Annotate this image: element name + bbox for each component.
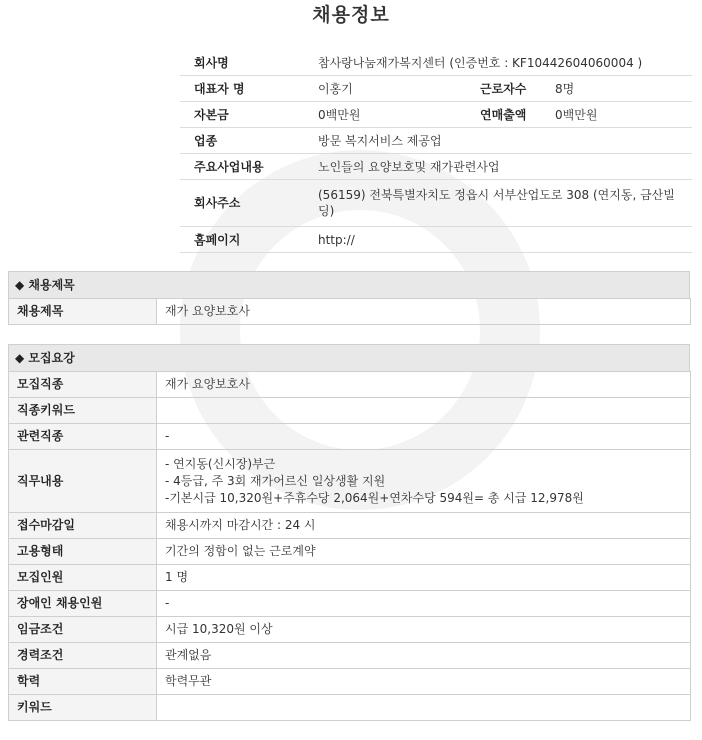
homepage-row bbox=[180, 227, 692, 253]
table-row bbox=[9, 424, 691, 450]
duties-label: 직무내용 bbox=[9, 450, 157, 513]
recruit-title-label: 채용제목 bbox=[9, 299, 157, 325]
education-label: 학력 bbox=[9, 669, 157, 695]
ceo-label: 대표자 명 bbox=[180, 76, 304, 102]
disabled-hiring-label: 장애인 채용인원 bbox=[9, 591, 157, 617]
job-type-value: 재가 요양보호사 bbox=[157, 372, 691, 398]
requirements-heading: ◆ 모집요강 bbox=[8, 344, 690, 371]
address-value: (56159) 전북특별자치도 정읍시 서부산업도로 308 (연지동, 금산빌딩) bbox=[304, 180, 692, 227]
table-row bbox=[9, 450, 691, 513]
capital-label: 자본금 bbox=[180, 102, 304, 128]
employees-value: 8명 bbox=[541, 76, 692, 102]
capital-value: 0백만원 bbox=[304, 102, 466, 128]
industry-row bbox=[180, 128, 692, 154]
related-job-label: 관련직종 bbox=[9, 424, 157, 450]
experience-label: 경력조건 bbox=[9, 643, 157, 669]
wage-value: 시급 10,320원 이상 bbox=[157, 617, 691, 643]
industry-label: 업종 bbox=[180, 128, 304, 154]
employment-type-label: 고용형태 bbox=[9, 539, 157, 565]
business-value: 노인들의 요양보호및 재가관련사업 bbox=[304, 154, 692, 180]
address-row bbox=[180, 180, 692, 227]
requirements-table bbox=[8, 371, 691, 721]
ceo-row bbox=[180, 76, 692, 102]
employees-label: 근로자수 bbox=[466, 76, 541, 102]
duty-line: - 4등급, 주 3회 재가어르신 일상생활 지원 bbox=[165, 473, 386, 488]
homepage-link[interactable]: http:// bbox=[304, 227, 692, 253]
business-row bbox=[180, 154, 692, 180]
duty-line: - 연지동(신시장)부근 bbox=[165, 456, 276, 471]
recruit-title-row bbox=[9, 299, 691, 325]
homepage-label: 홈페이지 bbox=[180, 227, 304, 253]
page-title: 채용정보 bbox=[312, 4, 390, 26]
table-row bbox=[9, 565, 691, 591]
table-row bbox=[9, 643, 691, 669]
keyword-label: 키워드 bbox=[9, 695, 157, 721]
duty-line: -기본시급 10,320원+주휴수당 2,064원+연차수당 594원= 총 시급 12,978원 bbox=[165, 490, 584, 505]
employment-type-value: 기간의 정함이 없는 근로계약 bbox=[157, 539, 691, 565]
sales-label: 연매출액 bbox=[466, 102, 541, 128]
job-keyword-label: 직종키워드 bbox=[9, 398, 157, 424]
table-row bbox=[9, 669, 691, 695]
keyword-value bbox=[157, 695, 691, 721]
table-row bbox=[9, 695, 691, 721]
job-type-label: 모집직종 bbox=[9, 372, 157, 398]
company-name-label: 회사명 bbox=[180, 50, 304, 76]
table-row bbox=[9, 372, 691, 398]
job-keyword-value bbox=[157, 398, 691, 424]
company-info-table bbox=[180, 50, 692, 253]
table-row bbox=[9, 539, 691, 565]
duties-value bbox=[157, 450, 691, 513]
recruit-title-heading: ◆ 채용제목 bbox=[8, 271, 690, 298]
capital-row bbox=[180, 102, 692, 128]
related-job-value: - bbox=[157, 424, 691, 450]
wage-label: 임금조건 bbox=[9, 617, 157, 643]
industry-value: 방문 복지서비스 제공업 bbox=[304, 128, 692, 154]
education-value: 학력무관 bbox=[157, 669, 691, 695]
table-row bbox=[9, 513, 691, 539]
recruit-title-table bbox=[8, 298, 691, 325]
deadline-value: 채용시까지 마감시간 : 24 시 bbox=[157, 513, 691, 539]
disabled-hiring-value: - bbox=[157, 591, 691, 617]
recruit-title-value: 재가 요양보호사 bbox=[157, 299, 691, 325]
table-row bbox=[9, 398, 691, 424]
ceo-value: 이홍기 bbox=[304, 76, 466, 102]
table-row bbox=[9, 591, 691, 617]
headcount-value: 1 명 bbox=[157, 565, 691, 591]
company-name-value: 참사랑나눔재가복지센터 (인증번호 : KF10442604060004 ) bbox=[304, 50, 692, 76]
company-name-row bbox=[180, 50, 692, 76]
deadline-label: 접수마감일 bbox=[9, 513, 157, 539]
headcount-label: 모집인원 bbox=[9, 565, 157, 591]
business-label: 주요사업내용 bbox=[180, 154, 304, 180]
table-row bbox=[9, 617, 691, 643]
sales-value: 0백만원 bbox=[541, 102, 692, 128]
experience-value: 관계없음 bbox=[157, 643, 691, 669]
address-label: 회사주소 bbox=[180, 180, 304, 227]
